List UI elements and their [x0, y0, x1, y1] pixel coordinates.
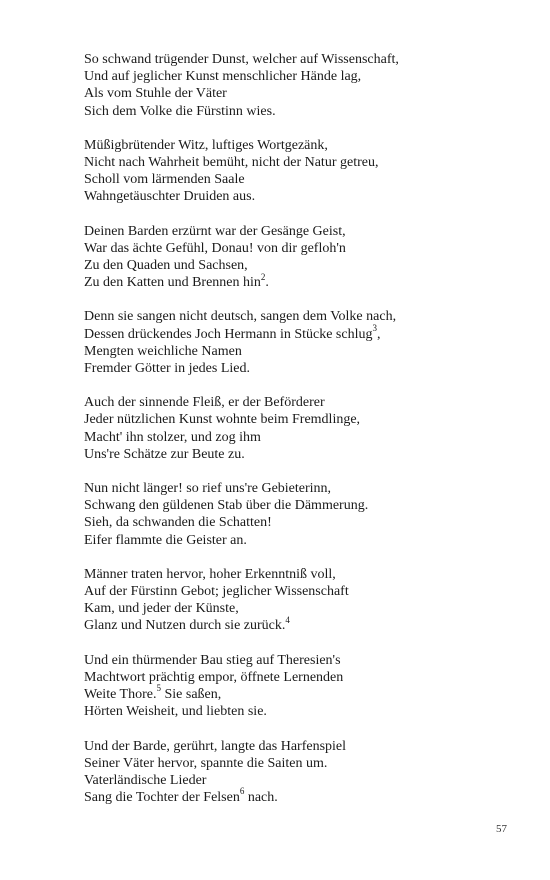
line-text: Eifer flammte die Geister an. [84, 532, 247, 548]
line-text: Weite Thore. [84, 687, 157, 703]
poem-line [84, 223, 524, 240]
line-text: Machtwort prächtig empor, öffnete Lernenden [84, 669, 344, 685]
line-text: Dessen drückendes Joch Hermann in Stücke schlug [84, 326, 373, 342]
page-number: 57 [496, 823, 507, 835]
line-text: nach. [244, 790, 278, 806]
line-text: Schwang den güldenen Stab über die Dämmerung. [84, 498, 369, 514]
poem-line [84, 85, 524, 102]
poem-line [84, 738, 524, 755]
line-text: Mengten weichliche Namen [84, 343, 242, 359]
line-text: Zu den Quaden und Sachsen, [84, 258, 248, 274]
poem-line [84, 51, 524, 68]
poem-line [84, 683, 524, 703]
poem-body [84, 51, 524, 823]
line-text: Als vom Stuhle der Väter [84, 86, 227, 102]
poem-line [84, 446, 524, 463]
line-text: Sich dem Volke die Fürstinn wies. [84, 103, 276, 119]
poem-line [84, 171, 524, 188]
poem-line [84, 514, 524, 531]
line-text: Auch der sinnende Fleiß, er der Beförderer [84, 395, 325, 411]
poem-line [84, 271, 524, 291]
poem-line [84, 68, 524, 85]
poem-line [84, 257, 524, 274]
poem-line [84, 154, 524, 171]
stanza [84, 652, 524, 721]
line-text: Und auf jeglicher Kunst menschlicher Hände lag, [84, 69, 362, 85]
poem-line [84, 600, 524, 617]
line-text: Zu den Katten und Brennen hin [84, 275, 261, 291]
poem-line [84, 429, 524, 446]
poem-line [84, 583, 524, 600]
stanza [84, 566, 524, 635]
line-text: Glanz und Nutzen durch sie zurück. [84, 618, 286, 634]
stanza [84, 308, 524, 377]
line-text: Auf der Fürstinn Gebot; jeglicher Wissenschaft [84, 584, 349, 600]
poem-line [84, 497, 524, 514]
line-text: Jeder nützlichen Kunst wohnte beim Fremdlinge, [84, 412, 361, 428]
line-text: War das ächte Gefühl, Donau! von dir gefloh'n [84, 240, 346, 256]
line-text: Fremder Götter in jedes Lied. [84, 361, 251, 377]
poem-line [84, 480, 524, 497]
line-text: , [376, 326, 381, 342]
poem-line [84, 772, 524, 789]
poem-line [84, 394, 524, 411]
stanza [84, 394, 524, 463]
line-text: Müßigbrütender Witz, luftiges Wortgezänk, [84, 137, 328, 153]
line-text: . [265, 275, 269, 291]
line-text: Sieh, da schwanden die Schatten! [84, 515, 272, 531]
poem-line [84, 652, 524, 669]
line-text: Kam, und jeder der Künste, [84, 601, 239, 617]
line-text: Seiner Väter hervor, spannte die Saiten um. [84, 755, 328, 771]
footnote-marker: 3 [372, 322, 377, 333]
poem-line [84, 614, 524, 634]
line-text: Und der Barde, gerührt, langte das Harfenspiel [84, 738, 347, 754]
line-text: So schwand trügender Dunst, welcher auf Wissenschaft, [84, 52, 399, 67]
poem-line [84, 411, 524, 428]
line-text: Männer traten hervor, hoher Erkenntniß voll, [84, 566, 336, 582]
line-text: Uns're Schätze zur Beute zu. [84, 446, 245, 462]
line-text: Denn sie sangen nicht deutsch, sangen dem Volke nach, [84, 309, 397, 325]
poem-line [84, 240, 524, 257]
poem-line [84, 755, 524, 772]
line-text: Deinen Barden erzürnt war der Gesänge Geist, [84, 223, 346, 239]
line-text: Macht' ihn stolzer, und zog ihm [84, 429, 261, 445]
stanza [84, 223, 524, 292]
poem-line [84, 103, 524, 120]
poem-line [84, 343, 524, 360]
poem-line [84, 137, 524, 154]
line-text: Hörten Weisheit, und liebten sie. [84, 704, 267, 720]
stanza [84, 51, 524, 120]
stanza [84, 480, 524, 549]
poem-line [84, 308, 524, 325]
poem-line [84, 360, 524, 377]
line-text: Nun nicht länger! so rief uns're Gebieterinn, [84, 481, 332, 497]
footnote-marker: 5 [156, 683, 161, 694]
line-text: Sie saßen, [160, 687, 222, 703]
poem-line [84, 703, 524, 720]
line-text: Vaterländische Lieder [84, 772, 207, 788]
line-text: Nicht nach Wahrheit bemüht, nicht der Natur getreu, [84, 155, 379, 171]
stanza [84, 738, 524, 807]
line-text: Sang die Tochter der Felsen [84, 790, 240, 806]
poem-line [84, 786, 524, 806]
poem-line [84, 322, 524, 343]
line-text: Scholl vom lärmenden Saale [84, 172, 245, 188]
poem-line [84, 532, 524, 549]
footnote-marker: 4 [285, 614, 290, 625]
poem-line [84, 669, 524, 686]
footnote-marker: 6 [239, 786, 245, 797]
poem-line [84, 188, 524, 205]
poem-line [84, 566, 524, 583]
line-text: Wahngetäuschter Druiden aus. [84, 189, 256, 205]
footnote-marker: 2 [260, 271, 266, 282]
stanza [84, 137, 524, 206]
line-text: Und ein thürmender Bau stieg auf Theresien's [84, 652, 341, 668]
